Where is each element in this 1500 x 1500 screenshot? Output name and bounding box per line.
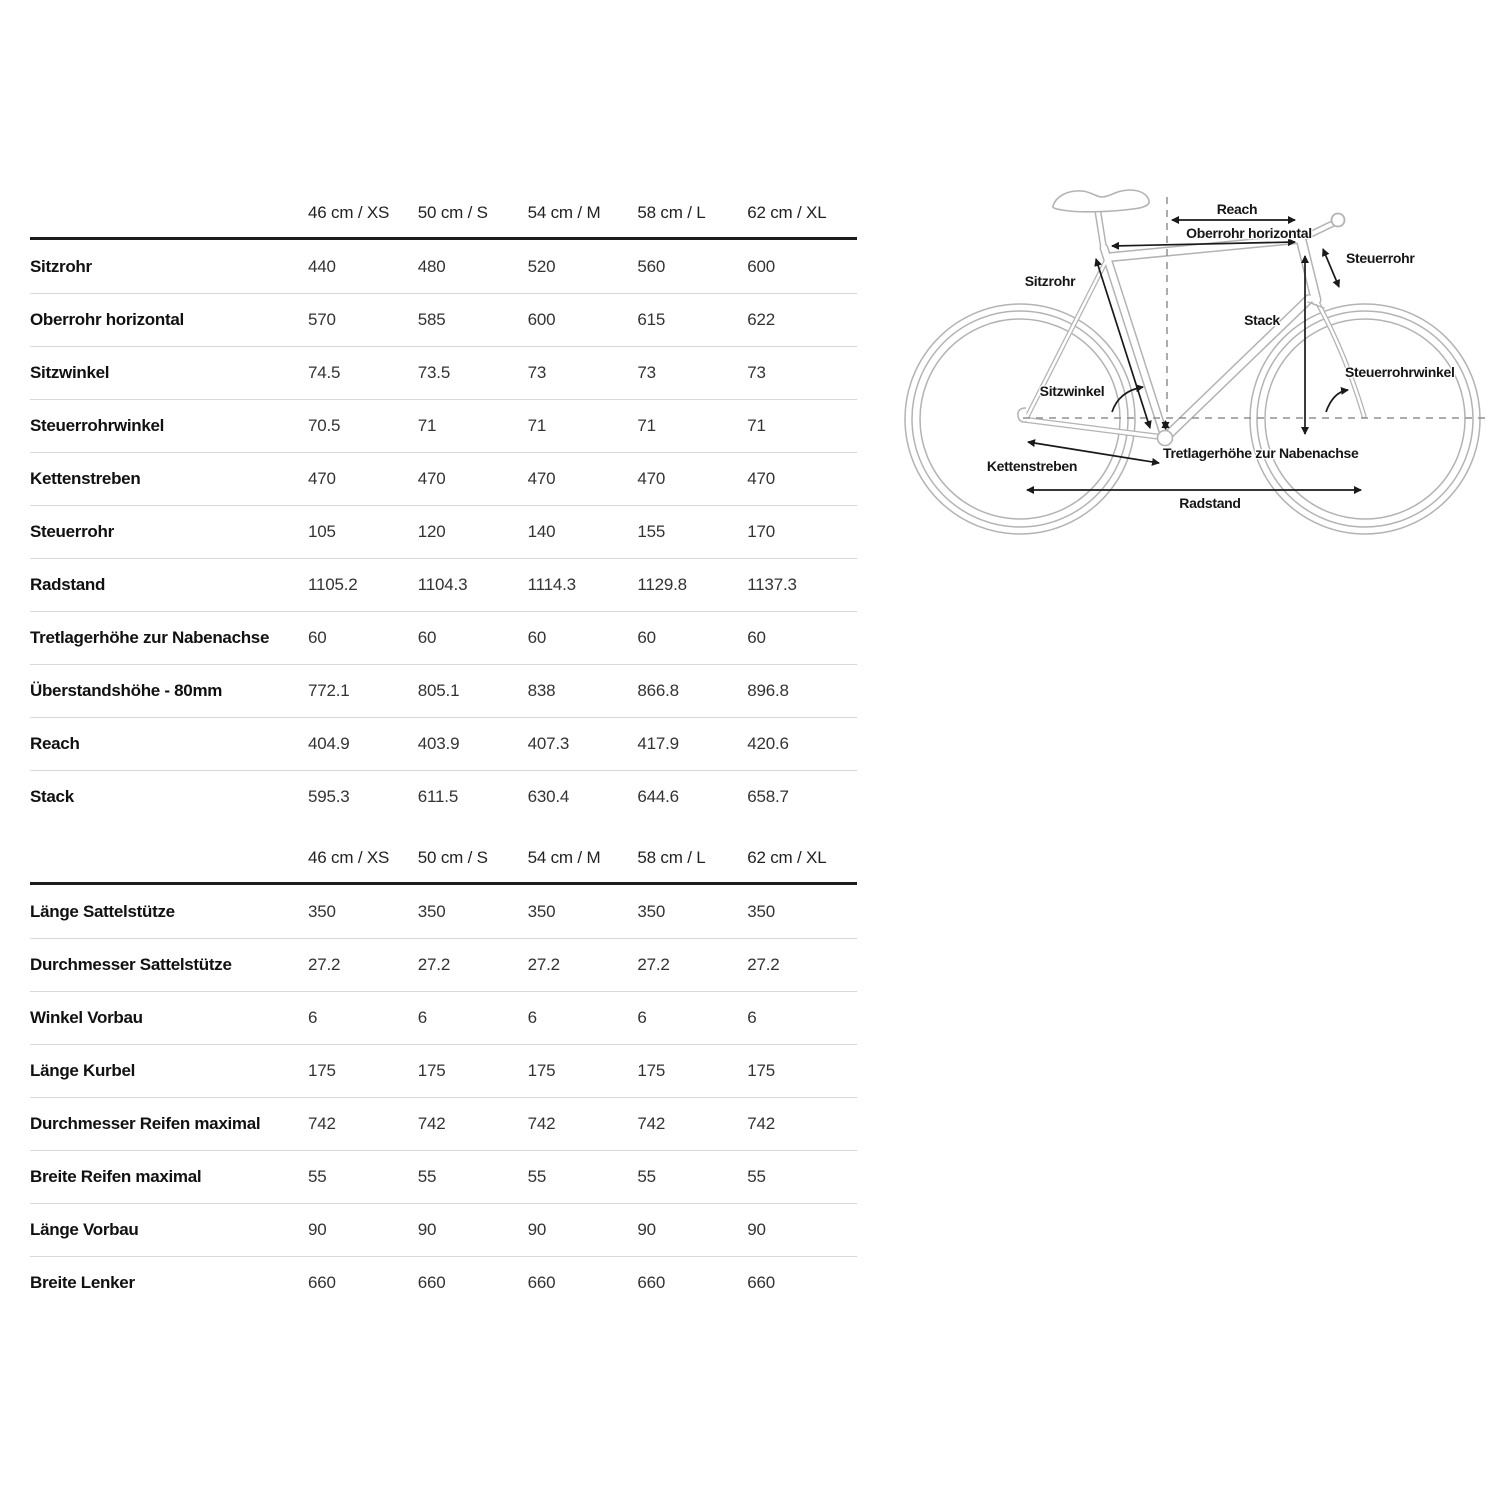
row-label: Tretlagerhöhe zur Nabenachse: [30, 628, 270, 647]
diagram-label-kettenstreben: Kettenstreben: [986, 458, 1078, 474]
row-value: 896.8: [747, 681, 789, 700]
row-label: Länge Kurbel: [30, 1061, 136, 1080]
row-value: 805.1: [417, 681, 460, 700]
row-value: 90: [637, 1220, 656, 1239]
row-value: 60: [417, 628, 437, 647]
row-value: 407.3: [527, 734, 570, 753]
row-value: 60: [308, 628, 327, 647]
row-value: 27.2: [747, 955, 780, 974]
size-column-header: 54 cm / M: [527, 202, 601, 222]
size-column-header: 58 cm / L: [637, 847, 706, 867]
row-value: 6: [747, 1008, 757, 1027]
row-value: 175: [747, 1061, 775, 1080]
row-label: Radstand: [30, 575, 106, 594]
row-value: 175: [417, 1061, 446, 1080]
row-value: 55: [308, 1167, 327, 1186]
row-value: 644.6: [637, 787, 679, 806]
diagram-label-radstand: Radstand: [1179, 495, 1241, 511]
row-value: 105: [308, 522, 336, 541]
row-value: 630.4: [527, 787, 570, 806]
row-value: 742: [747, 1114, 775, 1133]
size-column-header: 50 cm / S: [417, 847, 488, 867]
row-value: 440: [308, 256, 336, 276]
frame-geometry-table: [30, 188, 857, 823]
size-column-header: 58 cm / L: [637, 202, 706, 222]
row-value: 27.2: [527, 955, 560, 974]
row-value: 71: [417, 416, 437, 435]
row-value: 417.9: [637, 734, 679, 753]
row-value: 71: [527, 416, 547, 435]
row-value: 175: [527, 1061, 556, 1080]
row-value: 615: [637, 310, 666, 329]
bike-geometry-diagram: [900, 170, 1500, 570]
row-value: 660: [747, 1273, 775, 1292]
row-value: 350: [308, 901, 336, 921]
row-value: 600: [527, 310, 556, 329]
row-value: 73: [637, 363, 656, 382]
table-row: [30, 885, 857, 938]
row-value: 6: [308, 1008, 318, 1027]
row-value: 742: [308, 1114, 336, 1133]
diagram-label-sitzrohr: Sitzrohr: [1024, 273, 1076, 289]
size-column-header: 46 cm / XS: [308, 847, 390, 867]
diagram-label-reach: Reach: [1216, 201, 1258, 217]
row-value: 600: [747, 256, 775, 276]
row-value: 1104.3: [417, 575, 468, 594]
row-label: Durchmesser Reifen maximal: [30, 1114, 261, 1133]
component-dimensions-table: [30, 833, 857, 1309]
table-row: [30, 717, 857, 770]
row-value: 585: [417, 310, 446, 329]
row-value: 742: [637, 1114, 666, 1133]
row-value: 55: [637, 1167, 656, 1186]
table-row: [30, 770, 857, 823]
row-value: 838: [527, 681, 556, 700]
row-value: 155: [637, 522, 666, 541]
bike-geometry-diagram-svg: [900, 170, 1500, 570]
row-value: 350: [637, 901, 666, 921]
table-row: [30, 399, 857, 452]
row-value: 55: [527, 1167, 547, 1186]
row-value: 55: [417, 1167, 437, 1186]
diagram-label-steuerrohr: Steuerrohr: [1346, 250, 1415, 266]
table-header-row: [30, 188, 857, 240]
row-value: 55: [747, 1167, 766, 1186]
row-value: 71: [747, 416, 766, 435]
row-value: 6: [637, 1008, 647, 1027]
row-value: 470: [637, 469, 666, 488]
handlebar-ring: [1332, 214, 1345, 227]
row-value: 470: [527, 469, 556, 488]
row-value: 660: [637, 1273, 666, 1292]
row-label: Länge Sattelstütze: [30, 901, 175, 921]
row-label: Länge Vorbau: [30, 1220, 139, 1239]
row-value: 60: [637, 628, 656, 647]
row-label: Oberrohr horizontal: [30, 310, 184, 329]
table-body: [30, 885, 857, 1309]
row-value: 470: [747, 469, 775, 488]
row-value: 27.2: [417, 955, 451, 974]
row-value: 73.5: [417, 363, 451, 382]
row-value: 772.1: [308, 681, 350, 700]
row-label: Breite Reifen maximal: [30, 1167, 202, 1186]
sitzrohr-arrow: [1096, 259, 1150, 428]
diagram-label-stack: Stack: [1244, 312, 1280, 328]
row-value: 74.5: [308, 363, 341, 382]
row-value: 1114.3: [527, 575, 576, 594]
row-value: 403.9: [417, 734, 460, 753]
table-row: [30, 1044, 857, 1097]
table-row: [30, 938, 857, 991]
row-value: 175: [637, 1061, 666, 1080]
row-value: 27.2: [637, 955, 670, 974]
row-value: 742: [417, 1114, 446, 1133]
row-value: 90: [308, 1220, 327, 1239]
row-value: 742: [527, 1114, 556, 1133]
row-value: 470: [308, 469, 336, 488]
row-value: 73: [527, 363, 547, 382]
table-row: [30, 346, 857, 399]
diagram-label-oberrohr: Oberrohr horizontal: [1186, 225, 1312, 241]
row-value: 60: [747, 628, 766, 647]
row-value: 622: [747, 310, 775, 329]
row-label: Sitzrohr: [30, 256, 92, 276]
row-value: 1137.3: [747, 575, 797, 594]
row-value: 120: [417, 522, 446, 541]
row-value: 90: [747, 1220, 766, 1239]
row-value: 6: [417, 1008, 428, 1027]
table-row: [30, 1203, 857, 1256]
table-row: [30, 991, 857, 1044]
row-value: 350: [417, 901, 446, 921]
row-value: 470: [417, 469, 446, 488]
row-value: 1129.8: [637, 575, 687, 594]
table-row: [30, 558, 857, 611]
size-column-header: 54 cm / M: [527, 847, 601, 867]
row-label: Reach: [30, 734, 80, 753]
diagram-label-sitzwinkel: Sitzwinkel: [1039, 383, 1105, 399]
row-value: 660: [417, 1273, 446, 1292]
table-header-row: [30, 833, 857, 885]
row-value: 520: [527, 256, 556, 276]
table-row: [30, 664, 857, 717]
row-value: 60: [527, 628, 547, 647]
row-label: Steuerrohr: [30, 522, 114, 541]
size-column-header: 46 cm / XS: [308, 202, 390, 222]
table-body: [30, 240, 857, 823]
table-row: [30, 505, 857, 558]
table-row: [30, 1097, 857, 1150]
row-value: 660: [527, 1273, 556, 1292]
bottom-bracket: [1158, 431, 1173, 446]
row-value: 1105.2: [308, 575, 358, 594]
row-value: 350: [527, 901, 556, 921]
table-row: [30, 452, 857, 505]
row-value: 420.6: [747, 734, 789, 753]
row-label: Durchmesser Sattelstütze: [30, 955, 232, 974]
rear-dropout: [1018, 408, 1027, 422]
diagram-label-steuerrohrwinkel: Steuerrohrwinkel: [1345, 364, 1455, 380]
row-value: 404.9: [308, 734, 350, 753]
row-value: 90: [417, 1220, 437, 1239]
row-value: 170: [747, 522, 775, 541]
row-value: 175: [308, 1061, 336, 1080]
front-wheel-outline: [1250, 304, 1480, 534]
row-label: Sitzwinkel: [30, 363, 110, 382]
size-column-header: 62 cm / XL: [747, 202, 827, 222]
row-value: 595.3: [308, 787, 350, 806]
table-row: [30, 611, 857, 664]
row-value: 570: [308, 310, 336, 329]
row-label: Winkel Vorbau: [30, 1008, 143, 1027]
row-label: Stack: [30, 787, 74, 806]
row-value: 611.5: [417, 787, 459, 806]
saddle-outline: [1053, 190, 1149, 212]
row-label: Steuerrohrwinkel: [30, 416, 165, 435]
row-value: 660: [308, 1273, 336, 1292]
row-value: 73: [747, 363, 766, 382]
row-value: 560: [637, 256, 666, 276]
row-value: 350: [747, 901, 775, 921]
size-column-header: 50 cm / S: [417, 202, 488, 222]
steuerrohrwinkel-arc: [1326, 390, 1348, 412]
row-label: Kettenstreben: [30, 469, 141, 488]
table-row: [30, 1256, 857, 1309]
row-value: 866.8: [637, 681, 679, 700]
row-value: 70.5: [308, 416, 341, 435]
table-row: [30, 1150, 857, 1203]
diagram-label-tretlagerhoehe: Tretlagerhöhe zur Nabenachse: [1163, 445, 1359, 461]
row-label: Überstandshöhe - 80mm: [30, 681, 223, 700]
table-row: [30, 240, 857, 293]
row-value: 27.2: [308, 955, 341, 974]
table-row: [30, 293, 857, 346]
row-value: 90: [527, 1220, 547, 1239]
size-column-header: 62 cm / XL: [747, 847, 827, 867]
row-value: 140: [527, 522, 556, 541]
steuerrohr-arrow: [1323, 249, 1339, 287]
row-value: 658.7: [747, 787, 789, 806]
row-label: Breite Lenker: [30, 1273, 135, 1292]
row-value: 6: [527, 1008, 537, 1027]
row-value: 71: [637, 416, 656, 435]
row-value: 480: [417, 256, 446, 276]
